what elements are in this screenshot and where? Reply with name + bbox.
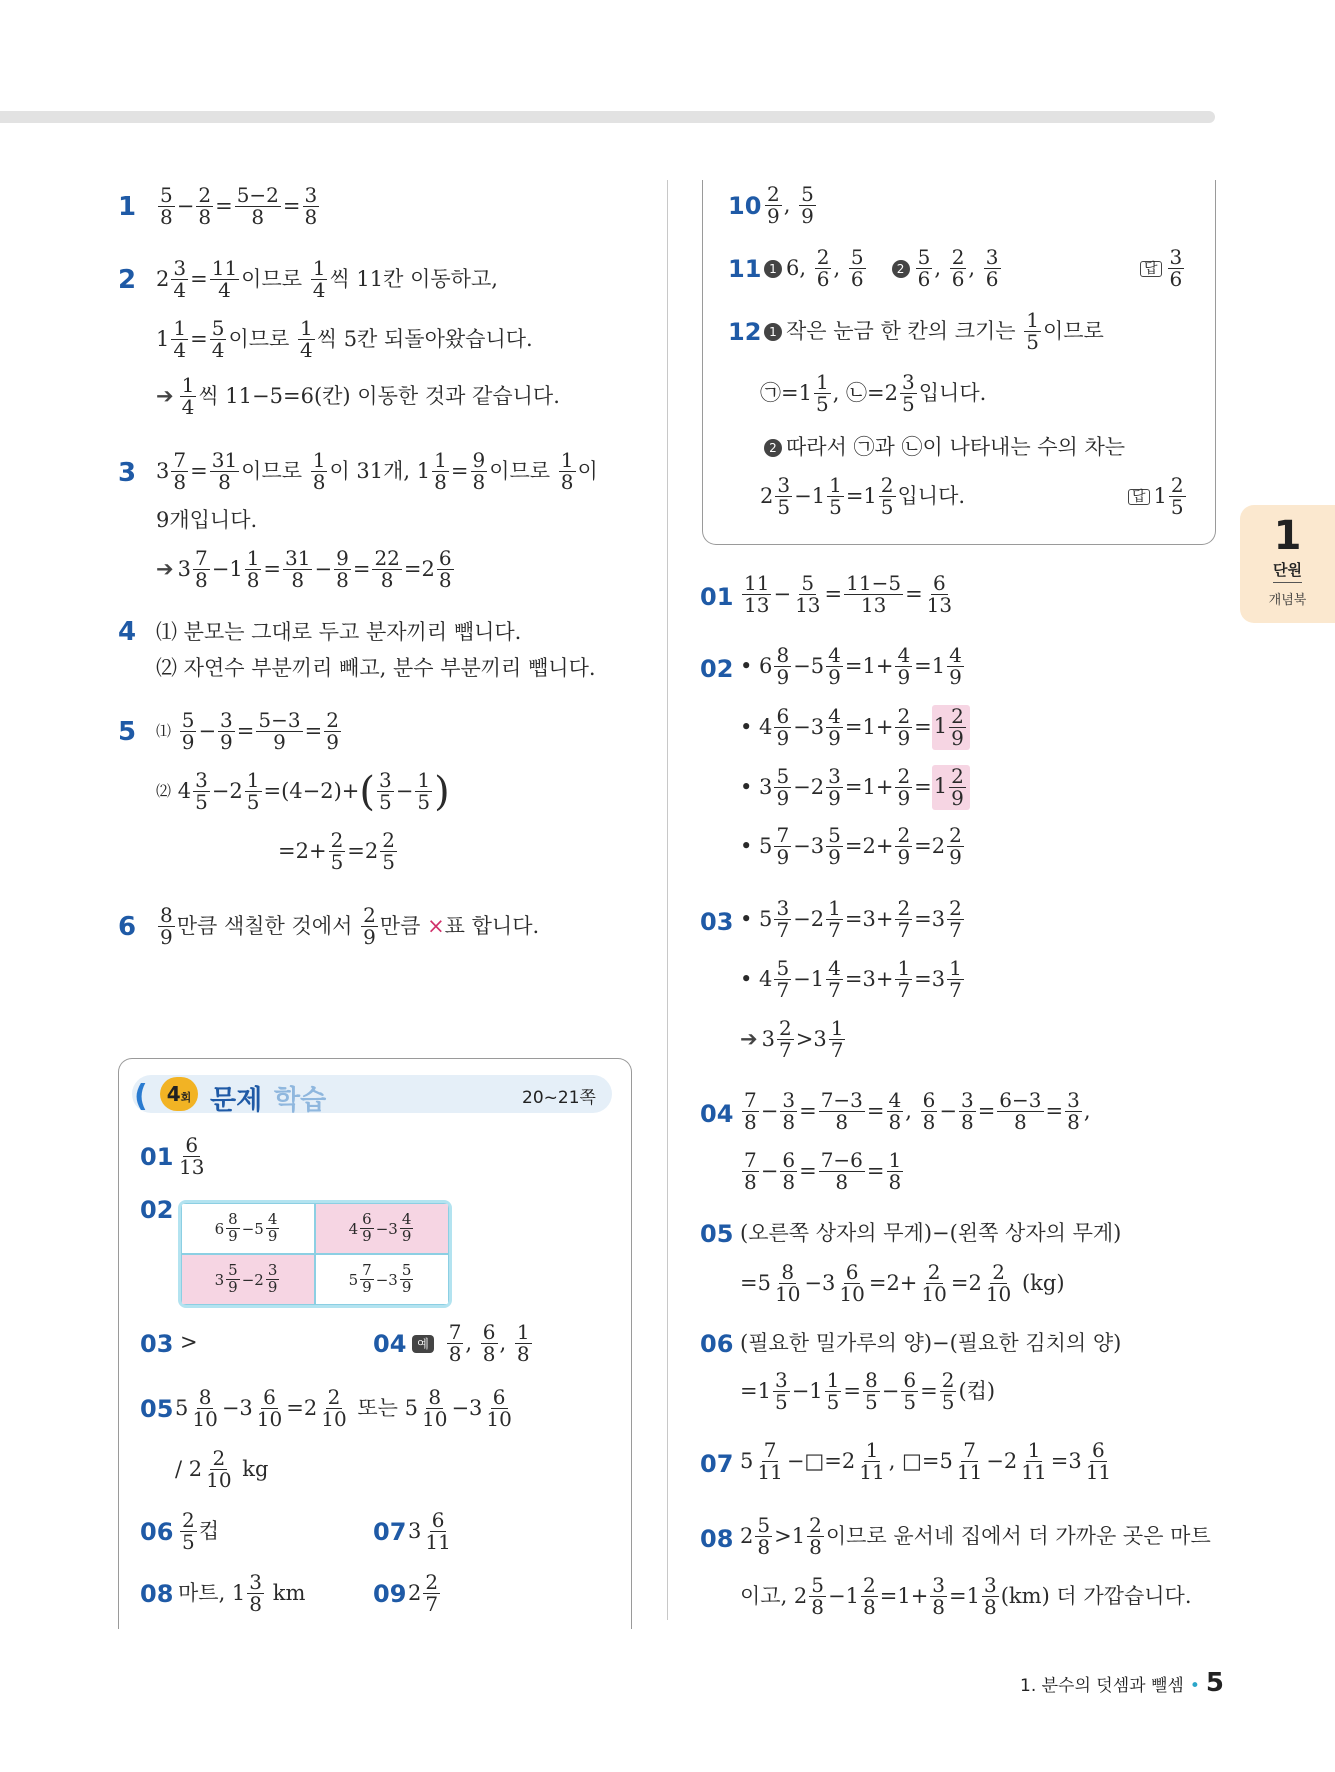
cell: 5 $\frac{7}{9}$ −3 $\frac{5}{9}$ bbox=[315, 1254, 449, 1305]
answer-11-number: 11 bbox=[728, 255, 762, 283]
answer-4-line1: ⑴ 분모는 그대로 두고 분자끼리 뺍니다. bbox=[156, 620, 522, 644]
answer-12-number: 12 bbox=[728, 318, 762, 346]
quiz-02-number: 02 bbox=[140, 1196, 174, 1224]
quiz-09: 2 $\frac{2}{7}$ bbox=[408, 1570, 439, 1616]
practice-02-line4: • 5 $\frac{7}{9}$ −3 $\frac{5}{9}$ =2+ $\frac{2}{9}$ =2 $\frac{2}{9}$ bbox=[740, 823, 962, 869]
quiz-06-number: 06 bbox=[140, 1518, 174, 1546]
practice-03-line1: • 5 $\frac{3}{7}$ −2 $\frac{1}{7}$ =3+ $\frac{2}{7}$ =3 $\frac{2}{7}$ bbox=[740, 896, 962, 942]
practice-07: 5 $\frac{7}{11}$ −□=2 $\frac{1}{11}$ , □=5 $\frac{7}{11}$ −2 $\frac{1}{11}$ =3 $\frac{6}{11}$ bbox=[740, 1438, 1112, 1484]
practice-02-line2: • 4 $\frac{6}{9}$ −3 $\frac{4}{9}$ =1+ $\frac{2}{9}$ = 1 $\frac{2}{9}$ bbox=[740, 705, 970, 750]
practice-05-line1: (오른쪽 상자의 무게)−(왼쪽 상자의 무게) bbox=[740, 1221, 1122, 1245]
practice-04-number: 04 bbox=[700, 1100, 734, 1128]
practice-05-line2: =5 $\frac{8}{10}$ −3 $\frac{6}{10}$ =2+ $\frac{2}{10}$ =2 $\frac{2}{10}$ (kg) bbox=[740, 1260, 1065, 1306]
quiz-04-number: 04 bbox=[373, 1330, 407, 1358]
quiz-08-number: 08 bbox=[140, 1580, 174, 1608]
quiz-header bbox=[132, 1075, 612, 1115]
answer-12-line3: 2 따라서 ㉠과 ㉡이 나타내는 수의 차는 bbox=[760, 437, 1125, 458]
chapter-book: 개념북 bbox=[1268, 593, 1307, 608]
answer-11: 1 6, $\frac{2}{6}$ , $\frac{5}{6}$ 2 $\frac{5}{6}$ , $\frac{2}{6}$ , $\frac{3}{6}$ bbox=[760, 247, 1003, 290]
practice-08-line2: 이고, 2 $\frac{5}{8}$ −1 $\frac{2}{8}$ =1+ $\frac{3}{8}$ =1 $\frac{3}{8}$ (km) 더 가깝습니다. bbox=[740, 1573, 1192, 1619]
practice-04-line2: $\frac{7}{8}$ − $\frac{6}{8}$ = $\frac{7-6}{8}$ = $\frac{1}{8}$ bbox=[744, 1148, 902, 1194]
answer-12-result: 답 1 $\frac{2}{5}$ bbox=[1128, 475, 1188, 518]
footer-chapter: 1. 분수의 덧셈과 뺄셈 bbox=[1020, 1676, 1184, 1696]
answer-12-line1: 1 작은 눈금 한 칸의 크기는 $\frac{1}{5}$ 이므로 bbox=[760, 310, 1104, 353]
practice-03-number: 03 bbox=[700, 908, 734, 936]
answer-5-line2: ⑵ 4 $\frac{3}{5}$ −2 $\frac{1}{5}$ =(4−2)+ ( $\frac{3}{5}$ − $\frac{1}{5}$ ) bbox=[156, 768, 450, 815]
practice-08-line1: 2 $\frac{5}{8}$ >1 $\frac{2}{8}$ 이므로 윤서네 집에서 더 가까운 곳은 마트 bbox=[740, 1513, 1211, 1559]
quiz-07: 3 $\frac{6}{11}$ bbox=[408, 1508, 451, 1554]
quiz-07-number: 07 bbox=[373, 1518, 407, 1546]
practice-01: $\frac{11}{13}$ − $\frac{5}{13}$ = $\frac{11-5}{13}$ = $\frac{6}{13}$ bbox=[744, 571, 953, 617]
answer-2-number: 2 bbox=[118, 265, 137, 295]
answer-2-line1: 2 $\frac{3}{4}$ = $\frac{11}{4}$ 이므로 $\frac{1}{4}$ 씩 11칸 이동하고, bbox=[156, 256, 498, 302]
answer-10-number: 10 bbox=[728, 192, 762, 220]
practice-06-line1: (필요한 밀가루의 양)−(필요한 김치의 양) bbox=[740, 1331, 1122, 1355]
answer-2-line2: 1 $\frac{1}{4}$ = $\frac{5}{4}$ 이므로 $\frac{1}{4}$ 씩 5칸 되돌아왔습니다. bbox=[156, 316, 533, 362]
practice-02-line1: • 6 $\frac{8}{9}$ −5 $\frac{4}{9}$ =1+ $\frac{4}{9}$ =1 $\frac{4}{9}$ bbox=[740, 643, 962, 689]
quiz-09-number: 09 bbox=[373, 1580, 407, 1608]
practice-04-line1: $\frac{7}{8}$ − $\frac{3}{8}$ = $\frac{7-3}{8}$ = $\frac{4}{8}$ , $\frac{6}{8}$ − $\frac{3}{8}$ = $\frac{6-3}{8}$ = $\frac{3}{8}$ , bbox=[744, 1088, 1091, 1134]
quiz-08: 마트, 1 $\frac{3}{8}$ km bbox=[178, 1570, 306, 1616]
round-badge: 4회 bbox=[160, 1077, 198, 1111]
answer-5-line1: ⑴ $\frac{5}{9}$ − $\frac{3}{9}$ = $\frac{5-3}{9}$ = $\frac{2}{9}$ bbox=[156, 708, 339, 754]
top-bar bbox=[0, 111, 1215, 123]
practice-02-number: 02 bbox=[700, 655, 734, 683]
answer-1: $\frac{5}{8}$ − $\frac{2}{8}$ = $\frac{5-2}{8}$ = $\frac{3}{8}$ bbox=[160, 183, 318, 229]
answer-5-number: 5 bbox=[118, 717, 137, 747]
quiz-title-1: 문제 bbox=[210, 1085, 263, 1116]
chapter-number: 1 bbox=[1273, 513, 1302, 559]
quiz-01: $\frac{6}{13}$ bbox=[179, 1133, 205, 1179]
quiz-05-number: 05 bbox=[140, 1395, 174, 1423]
answer-3-number: 3 bbox=[118, 458, 137, 488]
chapter-tab[interactable] bbox=[1240, 505, 1335, 623]
answer-2-line3: ➔ $\frac{1}{4}$ 씩 11−5=6(칸) 이동한 것과 같습니다. bbox=[156, 373, 560, 419]
quiz-02-table bbox=[178, 1200, 452, 1308]
answer-1-number: 1 bbox=[118, 192, 137, 222]
cell: 6 $\frac{8}{9}$ −5 $\frac{4}{9}$ bbox=[181, 1203, 315, 1254]
answer-3-line1: 3 $\frac{7}{8}$ = $\frac{31}{8}$ 이므로 $\frac{1}{8}$ 이 31개, 1 $\frac{1}{8}$ = $\frac{9}{8}$ 이므로 $\frac{1}{8}$ 이 bbox=[156, 448, 598, 494]
header-bracket-icon: ( bbox=[134, 1079, 148, 1114]
quiz-03-number: 03 bbox=[140, 1330, 174, 1358]
practice-03-line3: ➔ 3 $\frac{2}{7}$ >3 $\frac{1}{7}$ bbox=[740, 1016, 844, 1062]
quiz-05-line1: 5 $\frac{8}{10}$ −3 $\frac{6}{10}$ =2 $\frac{2}{10}$ 또는 5 $\frac{8}{10}$ −3 $\frac{6}{10}$ bbox=[175, 1385, 512, 1431]
quiz-pages: 20~21쪽 bbox=[522, 1088, 596, 1108]
practice-06-line2: =1 $\frac{3}{5}$ −1 $\frac{1}{5}$ = $\frac{8}{5}$ − $\frac{6}{5}$ = $\frac{2}{5}$ (컵) bbox=[740, 1368, 996, 1414]
answer-5-line3: =2+ $\frac{2}{5}$ =2 $\frac{2}{5}$ bbox=[278, 828, 395, 874]
chapter-unit: 단원 bbox=[1273, 559, 1302, 583]
practice-06-number: 06 bbox=[700, 1330, 734, 1358]
practice-08-number: 08 bbox=[700, 1525, 734, 1553]
quiz-05-line2: / 2 $\frac{2}{10}$ kg bbox=[175, 1446, 269, 1492]
answer-11-result: 답 $\frac{3}{6}$ bbox=[1140, 247, 1186, 290]
answer-3-line2: 9개입니다. bbox=[156, 508, 258, 532]
cell-highlighted: 4 $\frac{6}{9}$ −3 $\frac{4}{9}$ bbox=[315, 1203, 449, 1254]
answer-12-line4: 2 $\frac{3}{5}$ −1 $\frac{1}{5}$ =1 $\frac{2}{5}$ 입니다. bbox=[760, 473, 966, 519]
page-footer bbox=[1020, 1668, 1224, 1698]
quiz-01-number: 01 bbox=[140, 1143, 174, 1171]
answer-4-number: 4 bbox=[118, 617, 137, 647]
practice-02-line3: • 3 $\frac{5}{9}$ −2 $\frac{3}{9}$ =1+ $\frac{2}{9}$ = 1 $\frac{2}{9}$ bbox=[740, 765, 970, 810]
answer-4-line2: ⑵ 자연수 부분끼리 빼고, 분수 부분끼리 뺍니다. bbox=[156, 656, 596, 680]
column-divider bbox=[667, 180, 668, 1620]
cell-highlighted: 3 $\frac{5}{9}$ −2 $\frac{3}{9}$ bbox=[181, 1254, 315, 1305]
answer-6: $\frac{8}{9}$ 만큼 색칠한 것에서 $\frac{2}{9}$ 만큼 × 표 합니다. bbox=[160, 903, 540, 949]
answer-12-line2: ㉠=1 $\frac{1}{5}$ , ㉡=2 $\frac{3}{5}$ 입니다. bbox=[760, 370, 987, 416]
quiz-04: 예 $\frac{7}{8}$ , $\frac{6}{8}$ , $\frac{1}{8}$ bbox=[408, 1322, 534, 1365]
answer-10: $\frac{2}{9}$ , $\frac{5}{9}$ bbox=[767, 182, 814, 228]
answer-6-number: 6 bbox=[118, 912, 137, 942]
practice-01-number: 01 bbox=[700, 583, 734, 611]
quiz-03: > bbox=[180, 1330, 198, 1354]
answer-3-line3: ➔ 3 $\frac{7}{8}$ −1 $\frac{1}{8}$ = $\frac{31}{8}$ − $\frac{9}{8}$ = $\frac{22}{8}$ =2 $\frac{6}{8}$ bbox=[156, 546, 452, 592]
practice-03-line2: • 4 $\frac{5}{7}$ −1 $\frac{4}{7}$ =3+ $\frac{1}{7}$ =3 $\frac{1}{7}$ bbox=[740, 956, 962, 1002]
practice-07-number: 07 bbox=[700, 1450, 734, 1478]
quiz-title-2: 학습 bbox=[274, 1085, 327, 1116]
footer-dot-icon: • bbox=[1189, 1676, 1200, 1696]
page-number: 5 bbox=[1205, 1668, 1224, 1698]
quiz-06: $\frac{2}{5}$ 컵 bbox=[182, 1508, 220, 1554]
practice-05-number: 05 bbox=[700, 1220, 734, 1248]
